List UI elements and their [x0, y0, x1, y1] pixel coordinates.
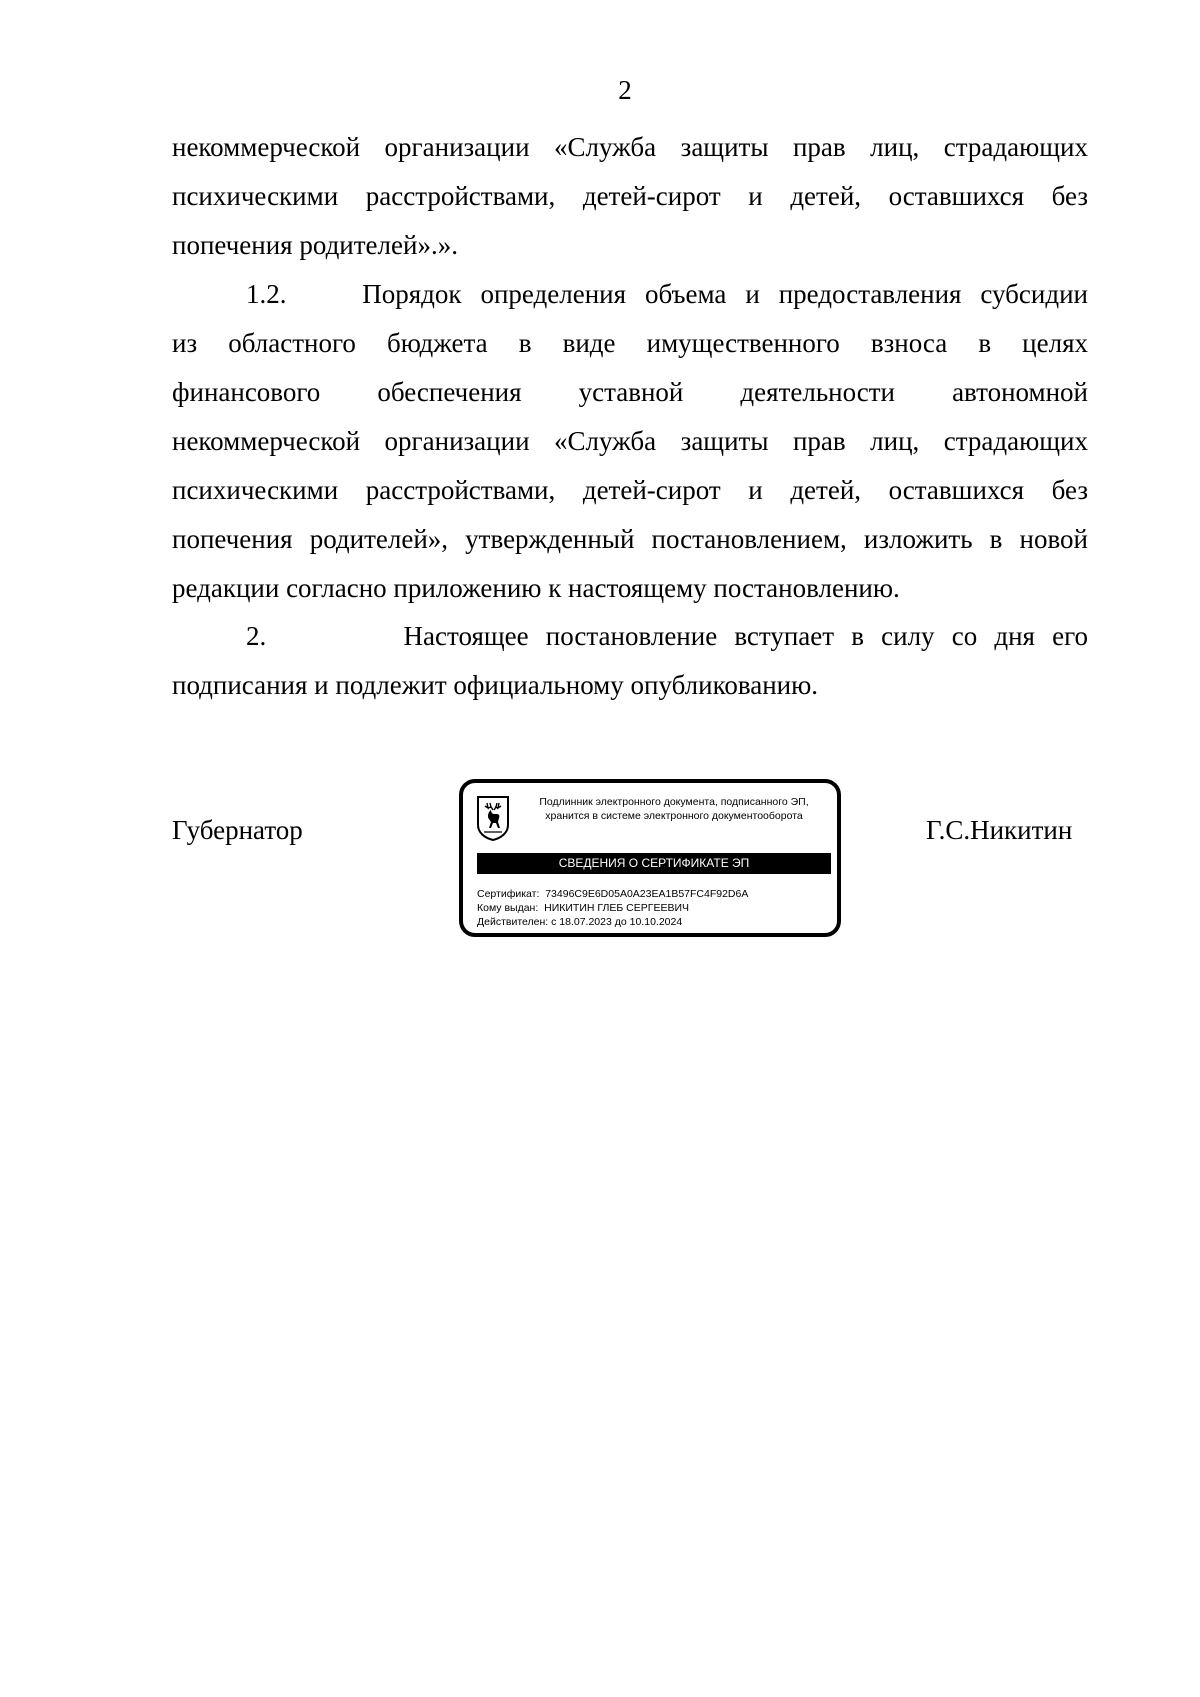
item-2-line-1: Настоящее постановление вступает в силу со дня его	[403, 621, 1089, 651]
item-1-2-line-6: попечения родителей», утвержденный постановлением, изложить в новой	[172, 524, 1088, 554]
item-1-2-line-7: редакции согласно приложению к настоящему постановлению.	[172, 573, 900, 603]
validity-row	[477, 915, 833, 929]
certificate-value: 73496C9E6D05A0A23EA1B57FC4F92D6A	[545, 888, 749, 900]
item-1-2-paragraph	[172, 270, 1088, 613]
validity-value: с 18.07.2023 до 10.10.2024	[551, 916, 683, 928]
item-2-line-2: подписания и подлежит официальному опубликованию.	[172, 670, 819, 700]
certificate-row	[477, 887, 833, 901]
signatory-position: Губернатор	[172, 815, 303, 845]
stamp-header	[515, 795, 833, 823]
intro-paragraph	[172, 123, 1088, 270]
intro-line-2: психическими расстройствами, детей-сирот и детей, оставшихся без	[172, 181, 1088, 211]
item-1-2-line-3: финансового обеспечения уставной деятельности автономной	[172, 377, 1088, 407]
item-1-2-line-2: из областного бюджета в виде имущественного взноса в целях	[172, 328, 1088, 358]
validity-label: Действителен:	[477, 916, 549, 928]
intro-line-3: попечения родителей».».	[172, 230, 458, 260]
item-2-number: 2.	[246, 621, 267, 651]
issued-to-value: НИКИТИН ГЛЕБ СЕРГЕЕВИЧ	[544, 902, 690, 914]
signatory-name: Г.С.Никитин	[926, 815, 1073, 845]
intro-line-1: некоммерческой организации «Служба защиты прав лиц, страдающих	[172, 132, 1088, 162]
item-1-2-first-line	[172, 270, 1088, 319]
stamp-header-line-1: Подлинник электронного документа, подписанного ЭП,	[539, 796, 809, 808]
item-2-paragraph	[172, 612, 1088, 710]
page-number: 2	[618, 75, 632, 105]
electronic-signature-stamp	[459, 779, 841, 937]
deer-coat-of-arms-icon	[476, 795, 510, 841]
certificate-details	[477, 887, 833, 929]
item-1-2-line-4: некоммерческой организации «Служба защиты прав лиц, страдающих	[172, 426, 1088, 456]
item-1-2-line-5: психическими расстройствами, детей-сирот и детей, оставшихся без	[172, 475, 1088, 505]
issued-to-row	[477, 901, 833, 915]
stamp-header-line-2: хранится в системе электронного документооборота	[545, 810, 803, 822]
item-1-2-line-1: Порядок определения объема и предоставления субсидии	[362, 279, 1088, 309]
certificate-label: Сертификат:	[477, 888, 540, 900]
issued-to-label: Кому выдан:	[477, 902, 539, 914]
item-1-2-number: 1.2.	[246, 279, 287, 309]
certificate-info-bar: СВЕДЕНИЯ О СЕРТИФИКАТЕ ЭП	[477, 853, 831, 874]
item-2-first-line	[172, 612, 1088, 661]
